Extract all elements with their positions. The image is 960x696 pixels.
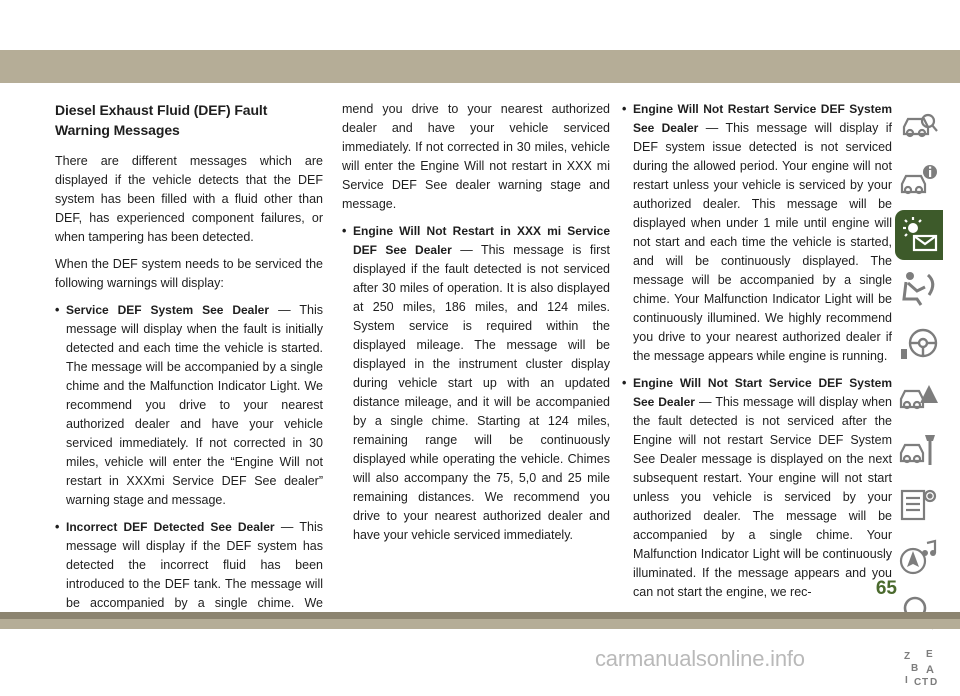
footer-band — [0, 619, 960, 629]
bullet-text: — This message will display if DEF system issue detected is not serviced during the allowed period. Your engine will not restart unless your vehicle is serviced by your authorized dealer. This message will be displayed when under 1 mile until engine will not start and each time the vehicle is started, and will be continuously displayed. The message will be accompanied by a single chime. Your Malfunction Indicator Light will be continuously illumined. We highly recommend you drive to your nearest authorized dealer if the message appears while engine is running. — [633, 121, 892, 363]
tab-technical-specifications[interactable] — [895, 480, 943, 530]
bullet-term: Engine Will Not Start Service DEF System See Dealer — [633, 376, 892, 409]
page-number: 65 — [875, 578, 897, 599]
chapter-tabs — [895, 102, 943, 696]
alphabet-index-icon — [899, 647, 939, 687]
svg-text:D: D — [930, 677, 938, 687]
steering-wheel-icon — [899, 323, 939, 363]
tab-multimedia[interactable] — [895, 534, 943, 584]
list-settings-icon — [899, 485, 939, 525]
column-3 — [622, 100, 892, 610]
bullet-text: — This message will display if the DEF system has detected the incorrect fluid has been introduced to the DEF tank. The message will be accompanied by a single chime. We — [66, 520, 323, 610]
tab-starting-operating[interactable] — [895, 318, 943, 368]
bullet-dot: • — [55, 303, 60, 317]
tab-instrument-panel[interactable] — [895, 156, 943, 206]
svg-text:A: A — [926, 664, 934, 676]
bullet-term: Engine Will Not Restart in XXX mi Service DEF See Dealer — [353, 224, 610, 257]
bullet-text: — This message will display when the fault detected is not serviced after the Engine will not restart Service DEF System See Dealer message is displayed on the next subsequent restart. Your engine will not start unless you vehicle is serviced by your authorized dealer. The message will be accompanied by a single chime. Your Malfunction Indicator Light will be continuously illuminated. If the message appears and you can not start the engine, we rec- — [633, 395, 892, 599]
media-navigation-icon — [899, 539, 939, 579]
column-1 — [55, 100, 323, 640]
intro-paragraph-2: When the DEF system needs to be serviced the following warnings will display: — [55, 257, 323, 290]
seat-airbag-icon — [899, 269, 939, 309]
svg-text:E: E — [926, 649, 933, 660]
top-margin — [0, 0, 960, 50]
warning-light-message-icon — [899, 215, 939, 255]
bullet-term: Incorrect DEF Detected See Dealer — [66, 520, 275, 534]
watermark: carmanualsonline.info — [595, 646, 805, 671]
bullet-dot: • — [342, 224, 347, 238]
tab-in-case-of-emergency[interactable] — [895, 372, 943, 422]
svg-text:C: C — [914, 677, 922, 687]
svg-text:I: I — [905, 675, 908, 686]
bullet-text: — This message is first displayed if the fault detected is not serviced after 30 miles of operation. It is also displayed at 250 miles, 186 miles, and 124 miles. System service is required within the displayed mileage. The message will be displayed in the instrument cluster display during vehicle start up with an updated distance mileage, and it will be accompanied by a single chime. Starting at 124 miles, remaining range will be continuously displayed while operating the vehicle. Chimes will also accompany the 75, 5,0 and 25 mile remaining distances. We recommend you drive to your nearest authorized dealer and have your vehicle serviced immediately. — [353, 243, 611, 542]
tab-index[interactable] — [895, 642, 943, 692]
bullet-dot: • — [55, 520, 60, 534]
continued-paragraph: mend you drive to your nearest authorized dealer and have your vehicle serviced immediately. If not corrected in 30 miles, vehicle will enter the Engine Will not restart in XXX mi Service DEF See dealer warning stage and message. — [342, 102, 610, 211]
bullet-term: Service DEF System See Dealer — [66, 303, 270, 317]
car-hazard-icon — [899, 377, 939, 417]
tab-servicing-maintenance[interactable] — [895, 426, 943, 476]
svg-text:B: B — [911, 663, 919, 674]
bullet-text: — This message will display when the fault is initially detected and each time the vehicle is started. The message will be accompanied by a single chime and the Malfunction Indicator Light. We recommend you drive to your nearest authorized dealer and have your vehicle serviced immediately. If not corrected in 30 miles, vehicle will enter the “Engine Will not restart in XXXmi Service DEF See dealer” warning stage and message. — [66, 303, 323, 507]
svg-text:Z: Z — [904, 651, 911, 662]
tab-safety[interactable] — [895, 264, 943, 314]
column-2 — [342, 100, 610, 553]
bullet-dot: • — [622, 376, 627, 390]
tab-getting-to-know-vehicle[interactable] — [895, 102, 943, 152]
bullet-will-not-restart — [622, 100, 892, 366]
car-info-icon — [899, 161, 939, 201]
footer-line — [0, 612, 960, 619]
bullet-will-not-restart-xxx — [342, 222, 610, 545]
bullet-will-not-start — [622, 374, 892, 602]
intro-paragraph-1: There are different messages which are displayed if the vehicle detects that the DEF system has been filled with a fluid other than DEF, has experienced component failures, or when tampering has been detected. — [55, 154, 323, 244]
tab-warning-lights-messages[interactable] — [895, 210, 943, 260]
section-heading: Diesel Exhaust Fluid (DEF) Fault Warning Messages — [55, 102, 268, 138]
bullet-service-def — [55, 301, 323, 510]
bullet-dot: • — [622, 102, 627, 116]
bullet-term: Engine Will Not Restart Service DEF System See Dealer — [633, 102, 892, 135]
car-tools-icon — [899, 431, 939, 471]
header-band — [0, 50, 960, 83]
car-search-icon — [899, 107, 939, 147]
svg-text:T: T — [922, 677, 929, 687]
